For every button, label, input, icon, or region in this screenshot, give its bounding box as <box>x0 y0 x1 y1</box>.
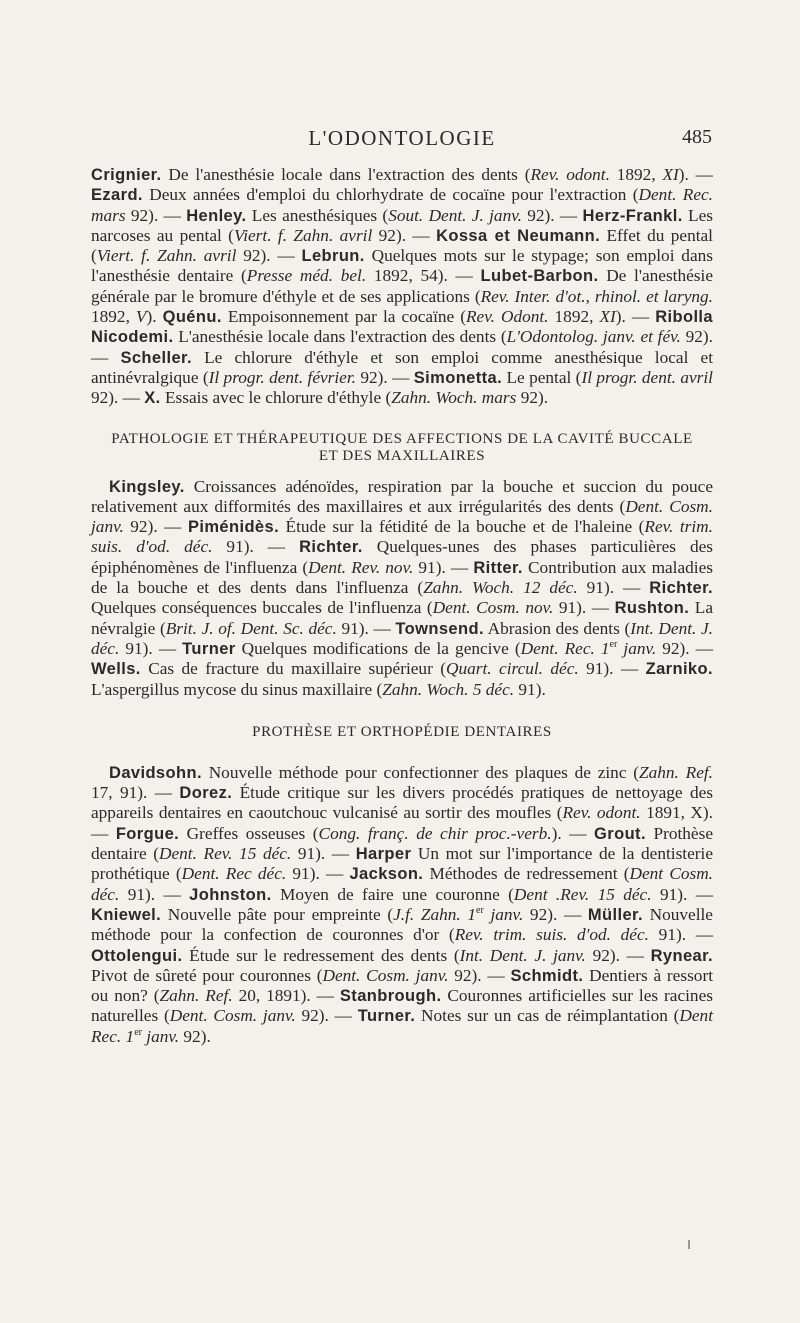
journal-reference: Viert. f. Zahn. avril <box>96 246 237 266</box>
entry-text: 1892, <box>548 307 600 327</box>
section-title-prosthesis: PROTHÈSE ET ORTHOPÉDIE DENTAIRES <box>252 723 552 740</box>
author-name: Rynear. <box>650 946 714 965</box>
author-name: Rushton. <box>614 599 690 618</box>
author-name: Henley. <box>186 206 247 225</box>
entry-text: 20, 1891). — <box>232 986 340 1006</box>
entry-text: 92). — <box>91 327 713 367</box>
entry-text: La névralgie ( <box>91 598 714 638</box>
author-name: Harper <box>355 845 412 864</box>
entry-text: Quelques modifications de la gencive ( <box>235 638 521 658</box>
author-name: Zarniko. <box>645 660 713 679</box>
entry-text: Couronnes artificielles sur les racines naturelles ( <box>91 986 713 1026</box>
entry-text: Le pental ( <box>502 367 582 387</box>
entry-text: 1892, 54). — <box>366 266 481 286</box>
page-mark <box>688 1240 690 1249</box>
author-name: Herz-Frankl. <box>582 206 683 225</box>
author-name: Ritter. <box>473 558 523 577</box>
journal-reference: Int. Dent. J. déc. <box>91 618 713 658</box>
entry-text: Greffes osseuses ( <box>179 823 319 843</box>
entry-text: Quelques conséquences buccales de l'influenza ( <box>91 598 433 618</box>
page-content <box>91 165 713 1047</box>
entry-text: 91). — <box>578 659 646 679</box>
journal-reference: Dent. Rev. nov. <box>308 557 414 577</box>
entry-text: Cas de fracture du maxillaire supérieur ( <box>140 659 446 679</box>
entry-text: 92). — <box>91 388 145 408</box>
author-name: Ezard. <box>91 186 143 205</box>
journal-reference: Dent. Cosm. nov. <box>432 598 554 618</box>
journal-reference: L'Odontolog. janv. et fév. <box>506 327 681 347</box>
journal-reference: Zahn. Woch. 5 déc. <box>382 679 515 699</box>
journal-reference: Dent. Rec. mars <box>91 185 713 225</box>
journal-reference: janv. <box>141 1026 180 1046</box>
entry-text: 92). — <box>236 246 302 266</box>
author-name: Ribolla Nicodemi. <box>91 308 713 347</box>
journal-reference: Cong. franç. de chir proc.-verb. <box>318 823 552 843</box>
entry-text: Étude critique sur les divers procédés pratiques de nettoyage des appareils dentaires en caoutchouc vulcanisé au sortir des moufles ( <box>91 783 714 823</box>
entry-text: Les anesthésiques ( <box>246 205 389 225</box>
entry-text: 91). — <box>651 884 713 904</box>
entry-text: Croissances adénoïdes, respiration par la bouche et succion du pouce relativement aux difformités des maxillaires et aux irrégularités des dents ( <box>91 476 713 516</box>
entry-text: 92). <box>516 388 549 408</box>
journal-reference: Zahn. Woch. mars <box>391 388 517 408</box>
entry-text: 91). — <box>413 557 474 577</box>
author-name: Townsend. <box>395 619 484 638</box>
journal-reference: Rev. odont. <box>530 165 610 184</box>
entry-text: ). — <box>551 823 595 843</box>
entry-text: Deux années d'emploi du chlorhydrate de cocaïne pour l'extraction ( <box>142 185 639 205</box>
author-name: Wells. <box>91 660 141 679</box>
entry-text: 92). — <box>523 904 588 924</box>
entry-text: 91). — <box>553 598 615 618</box>
entry-text: Étude sur la fétidité de la bouche et de l'haleine ( <box>279 517 645 537</box>
entry-text: De l'anesthésie générale par le bromure d'éthyle et de ses applications ( <box>91 266 713 306</box>
entry-text: Moyen de faire une couronne ( <box>271 884 514 904</box>
journal-reference: Zahn. Woch. 12 déc. <box>423 578 578 598</box>
author-name: X. <box>144 389 161 408</box>
journal-reference: Il progr. dent. février. <box>208 367 356 387</box>
author-name: Richter. <box>649 579 713 598</box>
page-number: 485 <box>682 126 712 148</box>
entry-text: 92). — <box>355 367 414 387</box>
section-title-pathology: PATHOLOGIE ET THÉRAPEUTIQUE DES AFFECTIONS DE LA CAVITÉ BUCCALE ET DES MAXILLAIRES <box>111 430 693 464</box>
entry-text: 91). — <box>119 638 183 658</box>
journal-reference: Zahn. Ref. <box>159 986 233 1006</box>
journal-reference: Quart. circul. déc. <box>446 659 579 679</box>
journal-reference: Presse méd. bel. <box>246 266 367 286</box>
entry-text: 91). — <box>577 578 650 598</box>
author-name: Quénu. <box>162 308 222 327</box>
author-name: Lebrun. <box>301 247 365 266</box>
entry-text: 92). — <box>521 205 583 225</box>
anesthesia-paragraph <box>91 165 713 409</box>
journal-reference: janv. <box>617 638 657 658</box>
entry-text: Nouvelle méthode pour la confection de couronnes d'or ( <box>91 904 713 945</box>
entry-text: 92). — <box>656 638 713 658</box>
entry-text: Prothèse dentaire ( <box>91 823 713 864</box>
entry-text: 92). — <box>295 1006 358 1026</box>
author-name: Schmidt. <box>510 966 584 985</box>
author-name: Crignier. <box>91 166 162 184</box>
entry-text: ). — <box>615 307 656 327</box>
entry-text: De l'anesthésie locale dans l'extraction des dents ( <box>161 165 531 184</box>
journal-reference: Dent Rec. 1 <box>91 1006 713 1046</box>
running-title: L'ODONTOLOGIE <box>308 126 496 150</box>
superscript: er <box>134 1026 142 1038</box>
entry-text: 17, 91). — <box>91 783 180 803</box>
author-name: Turner <box>182 639 236 658</box>
entry-text: Pivot de sûreté pour couronnes ( <box>91 965 323 985</box>
author-name: Forgue. <box>115 824 180 843</box>
journal-reference: Viert. f. Zahn. avril <box>233 225 373 245</box>
superscript: er <box>476 905 484 917</box>
journal-reference: Dent. Cosm. janv. <box>169 1006 296 1026</box>
journal-reference: Int. Dent. J. janv. <box>459 945 586 965</box>
entry-text: 91). — <box>286 864 350 884</box>
journal-reference: Dent. Rec. 1 <box>520 638 610 658</box>
entry-text: 1892, <box>91 307 136 327</box>
entry-text: 91). — <box>291 844 356 864</box>
entry-text: L'anesthésie locale dans l'extraction des dents ( <box>173 327 507 347</box>
entry-text: 92). — <box>123 517 188 537</box>
author-name: Scheller. <box>120 348 192 367</box>
superscript: er <box>609 639 618 651</box>
entry-text: 91). — <box>119 884 190 904</box>
journal-reference: Sout. Dent. J. janv. <box>388 205 522 225</box>
entry-text: Étude sur le redressement des dents ( <box>182 945 460 965</box>
entry-text: Nouvelle méthode pour confectionner des plaques de zinc ( <box>201 762 640 782</box>
entry-text: 91). — <box>336 618 396 638</box>
author-name: Davidsohn. <box>109 763 202 782</box>
author-name: Piménidès. <box>187 518 280 537</box>
journal-reference: Rev. odont. <box>562 803 641 823</box>
entry-text: 91). — <box>648 925 714 945</box>
entry-text: Quelques-unes des phases particulières des épiphénomènes de l'influenza ( <box>91 537 713 577</box>
entry-text: L'aspergillus mycose du sinus maxillaire ( <box>91 679 383 699</box>
entry-text: Dentiers à ressort ou non? ( <box>91 965 713 1006</box>
journal-reference: Rev. trim. suis. d'od. déc. <box>454 925 649 945</box>
entry-text: Empoisonnement par la cocaïne ( <box>221 307 466 327</box>
author-name: Ottolengui. <box>91 946 183 965</box>
journal-reference: XI <box>599 307 616 327</box>
journal-reference: Dent .Rev. 15 déc. <box>513 884 652 904</box>
author-name: Simonetta. <box>413 368 503 387</box>
journal-reference: Dent. Cosm. janv. <box>91 496 713 537</box>
prosthesis-paragraph <box>91 763 713 1047</box>
journal-reference: Dent. Rev. 15 déc. <box>159 844 292 864</box>
entry-text: Le chlorure d'éthyle et son emploi comme anesthésique local et antinévralgique ( <box>91 347 714 387</box>
entry-text: Effet du pental ( <box>91 225 713 266</box>
author-name: Stanbrough. <box>339 987 442 1006</box>
journal-reference: XI <box>662 165 679 184</box>
entry-text: 1891, X). — <box>91 803 713 843</box>
entry-text: 91). <box>514 679 546 699</box>
author-name: Johnston. <box>189 885 272 904</box>
author-name: Müller. <box>587 905 643 924</box>
journal-reference: Dent Cosm. déc. <box>91 864 714 904</box>
entry-text: Quelques mots sur le stypage; son emploi dans l'anesthésie dentaire ( <box>91 246 713 286</box>
author-name: Richter. <box>299 538 363 557</box>
author-name: Jackson. <box>349 865 424 884</box>
entry-text: 92). — <box>448 965 511 985</box>
author-name: Dorez. <box>179 784 233 803</box>
author-name: Kossa et Neumann. <box>436 226 601 245</box>
journal-reference: janv. <box>483 904 524 924</box>
pathology-paragraph <box>91 477 713 700</box>
journal-reference: Dent. Rec déc. <box>181 864 287 884</box>
entry-text: 92). <box>179 1026 211 1046</box>
journal-reference: J.f. Zahn. 1 <box>393 904 477 924</box>
entry-text: Les narcoses au pental ( <box>91 205 713 245</box>
author-name: Turner. <box>357 1007 416 1026</box>
entry-text: Essais avec le chlorure d'éthyle ( <box>160 388 392 408</box>
journal-reference: Rev. Odont. <box>466 307 549 327</box>
journal-reference: Brit. J. of. Dent. Sc. déc. <box>165 618 337 638</box>
entry-text: 1892, <box>609 165 663 184</box>
entry-text: Abrasion des dents ( <box>483 618 631 638</box>
entry-text: ). <box>146 307 163 327</box>
author-name: Lubet-Barbon. <box>480 267 599 286</box>
entry-text: Contribution aux maladies de la bouche et des dents dans l'influenza ( <box>91 557 713 598</box>
entry-text: 92). — <box>125 205 187 225</box>
journal-reference: Il progr. dent. avril <box>581 367 713 387</box>
entry-text: Nouvelle pâte pour empreinte ( <box>161 904 394 924</box>
entry-text: ). — <box>678 165 713 184</box>
journal-reference: Rev. Inter. d'ot., rhinol. et laryng. <box>480 286 713 306</box>
author-name: Kingsley. <box>109 477 185 496</box>
page-header <box>92 126 712 156</box>
entry-text: Méthodes de redressement ( <box>423 864 630 884</box>
author-name: Kniewel. <box>91 905 162 924</box>
journal-reference: Zahn. Ref. <box>639 762 713 782</box>
entry-text: 92). — <box>585 945 651 965</box>
journal-reference: Dent. Cosm. janv. <box>322 965 449 985</box>
entry-text: 92). — <box>372 225 437 245</box>
entry-text: 91). — <box>212 537 300 557</box>
journal-reference: V <box>135 307 147 327</box>
entry-text: Notes sur un cas de réimplantation ( <box>415 1006 680 1026</box>
journal-reference: Rev. trim. suis. d'od. déc. <box>91 517 713 557</box>
author-name: Grout. <box>594 824 646 843</box>
entry-text: Un mot sur l'importance de la dentisterie prothétique ( <box>91 844 714 884</box>
